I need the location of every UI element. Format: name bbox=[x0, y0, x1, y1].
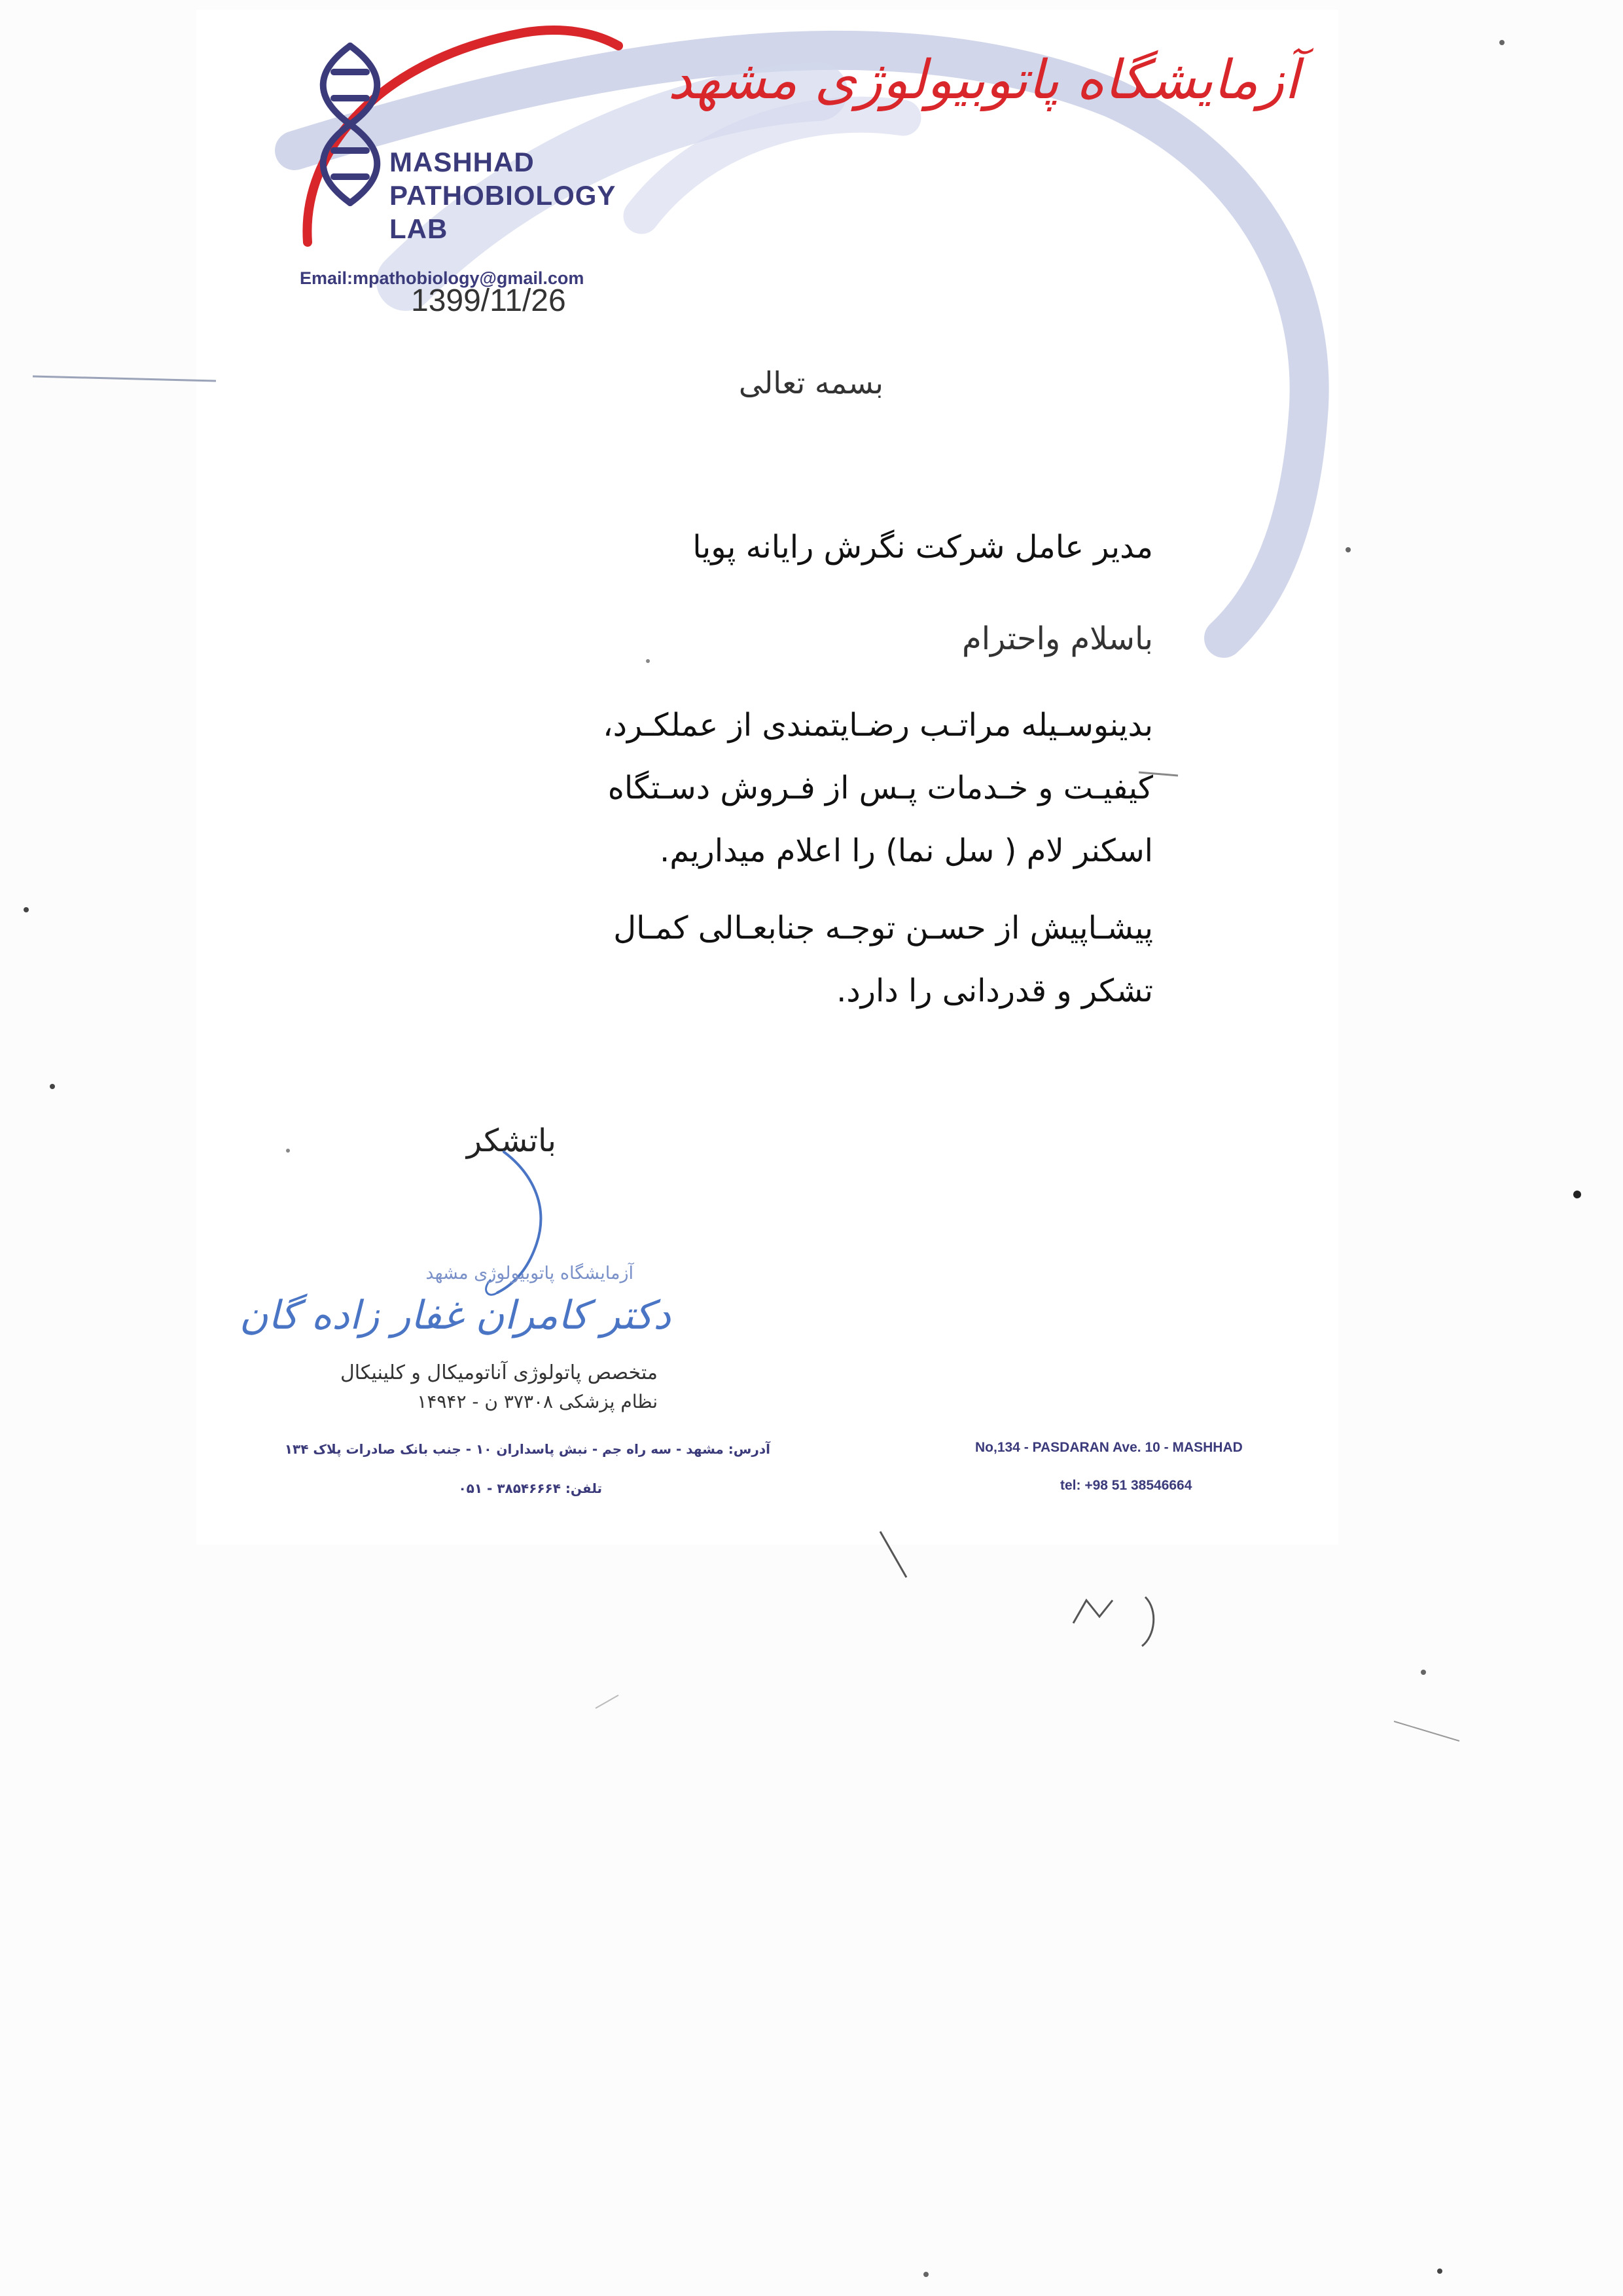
stamp-doctor-name: دکتر کامران غفار زاده گان bbox=[239, 1293, 671, 1338]
footer-phone-persian: تلفن: ۳۸۵۴۶۶۶۴ - ۰۵۱ bbox=[458, 1480, 602, 1496]
footer-address-persian: آدرس: مشهد - سه راه جم - نبش پاسداران ۱۰ - جنب بانک صادرات پلاک ۱۳۴ bbox=[284, 1441, 770, 1457]
lab-name-persian: آزمایشگاه پاتوبیولوژی مشهد bbox=[668, 49, 1299, 111]
basmala: بسمه تعالی bbox=[738, 365, 883, 401]
stamp-lab-name: آزمایشگاه پاتوبیولوژی مشهد bbox=[425, 1263, 633, 1283]
letter-date: 1399/11/26 bbox=[411, 283, 566, 318]
stamp-license: نظام پزشکی ۳۷۳۰۸ ن - ۱۴۹۴۲ bbox=[417, 1391, 658, 1412]
footer-phone-english: tel: +98 51 38546664 bbox=[1060, 1478, 1192, 1493]
greeting: باسلام واحترام bbox=[961, 620, 1153, 657]
body-line: کیفیـت و خـدمات پـس از فـروش دسـتگاه bbox=[607, 770, 1153, 806]
body-line: اسکنر لام ( سل نما) را اعلام میداریم. bbox=[659, 833, 1153, 869]
body-line: پیشـاپیش از حسـن توجـه جنابعـالی کمـال bbox=[613, 910, 1153, 946]
stamp-specialty: متخصص پاتولوژی آناتومیکال و کلینیکال bbox=[340, 1361, 658, 1384]
footer-address-english: No,134 - PASDARAN Ave. 10 - MASHHAD bbox=[975, 1440, 1243, 1455]
lab-name-line-1: MASHHAD bbox=[389, 147, 535, 177]
recipient: مدیر عامل شرکت نگرش رایانه پویا bbox=[692, 529, 1153, 565]
body-line: تشکر و قدردانی را دارد. bbox=[836, 973, 1153, 1009]
lab-name-line-3: LAB bbox=[389, 213, 448, 244]
lab-email: Email:mpathobiology@gmail.com bbox=[300, 268, 584, 288]
lab-name-line-2: PATHOBIOLOGY bbox=[389, 180, 616, 211]
closing: باتشکر bbox=[466, 1122, 556, 1159]
body-line: بدینوسـیله مراتـب رضـایتمندی از عملکـرد، bbox=[603, 707, 1153, 744]
